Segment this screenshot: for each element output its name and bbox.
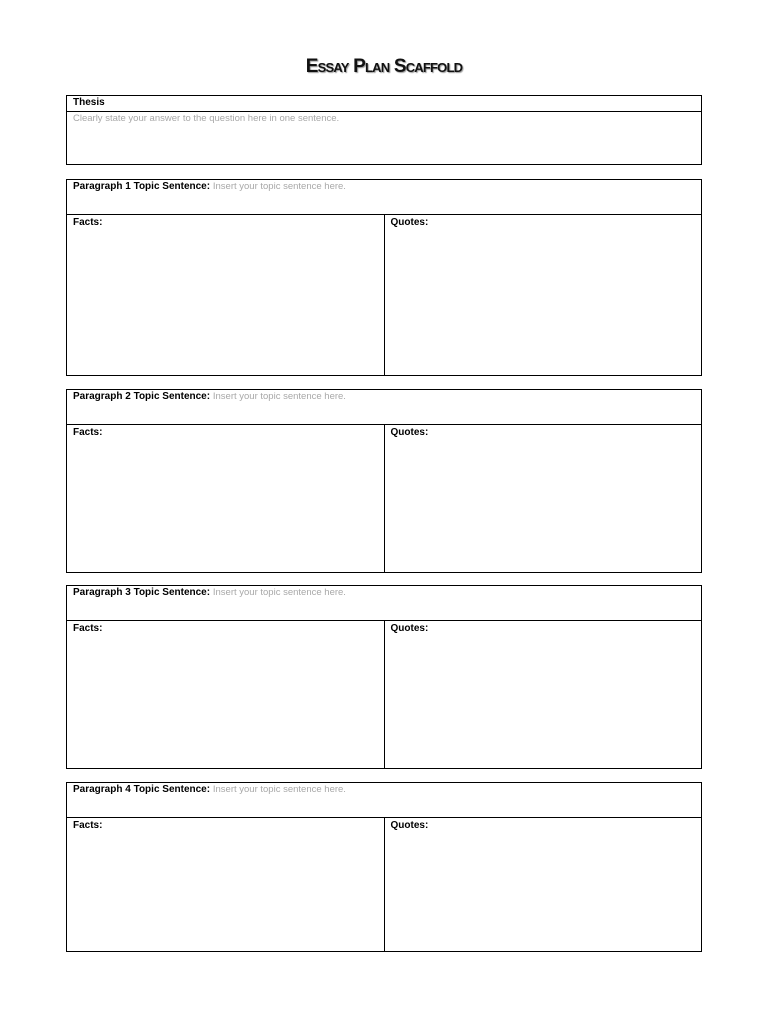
quotes-label: Quotes: — [390, 427, 429, 438]
paragraph-4-facts-cell[interactable] — [67, 818, 385, 951]
paragraph-2-facts-cell[interactable] — [67, 425, 385, 572]
paragraph-2-topic-row — [67, 390, 701, 425]
facts-label: Facts: — [73, 623, 103, 634]
quotes-label: Quotes: — [390, 217, 429, 228]
paragraph-3-topic-label: Paragraph 3 Topic Sentence: — [73, 587, 211, 598]
paragraph-1-facts-cell[interactable] — [67, 215, 385, 375]
facts-label: Facts: — [73, 217, 103, 228]
paragraph-1-section — [66, 179, 702, 376]
thesis-input[interactable]: Clearly state your answer to the question here in one sentence. — [73, 113, 340, 124]
facts-label: Facts: — [73, 427, 103, 438]
quotes-label: Quotes: — [390, 623, 429, 634]
paragraph-2-topic-label: Paragraph 2 Topic Sentence: — [73, 391, 211, 402]
paragraph-1-topic-row — [67, 180, 701, 215]
paragraph-3-facts-cell[interactable] — [67, 621, 385, 768]
paragraph-3-quotes-cell[interactable] — [385, 621, 702, 768]
paragraph-1-topic-label: Paragraph 1 Topic Sentence: — [73, 181, 211, 192]
thesis-section — [66, 95, 702, 165]
paragraph-4-topic-label: Paragraph 4 Topic Sentence: — [73, 784, 211, 795]
paragraph-4-section — [66, 782, 702, 952]
paragraph-2-topic-input[interactable]: Insert your topic sentence here. — [212, 391, 346, 402]
paragraph-2-quotes-cell[interactable] — [385, 425, 702, 572]
paragraph-3-topic-row — [67, 586, 701, 621]
page-title: Essay Plan Scaffold — [305, 56, 463, 77]
paragraph-1-topic-input[interactable]: Insert your topic sentence here. — [212, 181, 346, 192]
thesis-label: Thesis — [67, 96, 701, 112]
paragraph-4-quotes-cell[interactable] — [385, 818, 702, 951]
paragraph-1-quotes-cell[interactable] — [385, 215, 702, 375]
facts-label: Facts: — [73, 820, 103, 831]
paragraph-2-section — [66, 389, 702, 573]
paragraph-3-topic-input[interactable]: Insert your topic sentence here. — [212, 587, 346, 598]
quotes-label: Quotes: — [390, 820, 429, 831]
paragraph-4-topic-row — [67, 783, 701, 818]
paragraph-3-section — [66, 585, 702, 769]
paragraph-4-topic-input[interactable]: Insert your topic sentence here. — [212, 784, 346, 795]
